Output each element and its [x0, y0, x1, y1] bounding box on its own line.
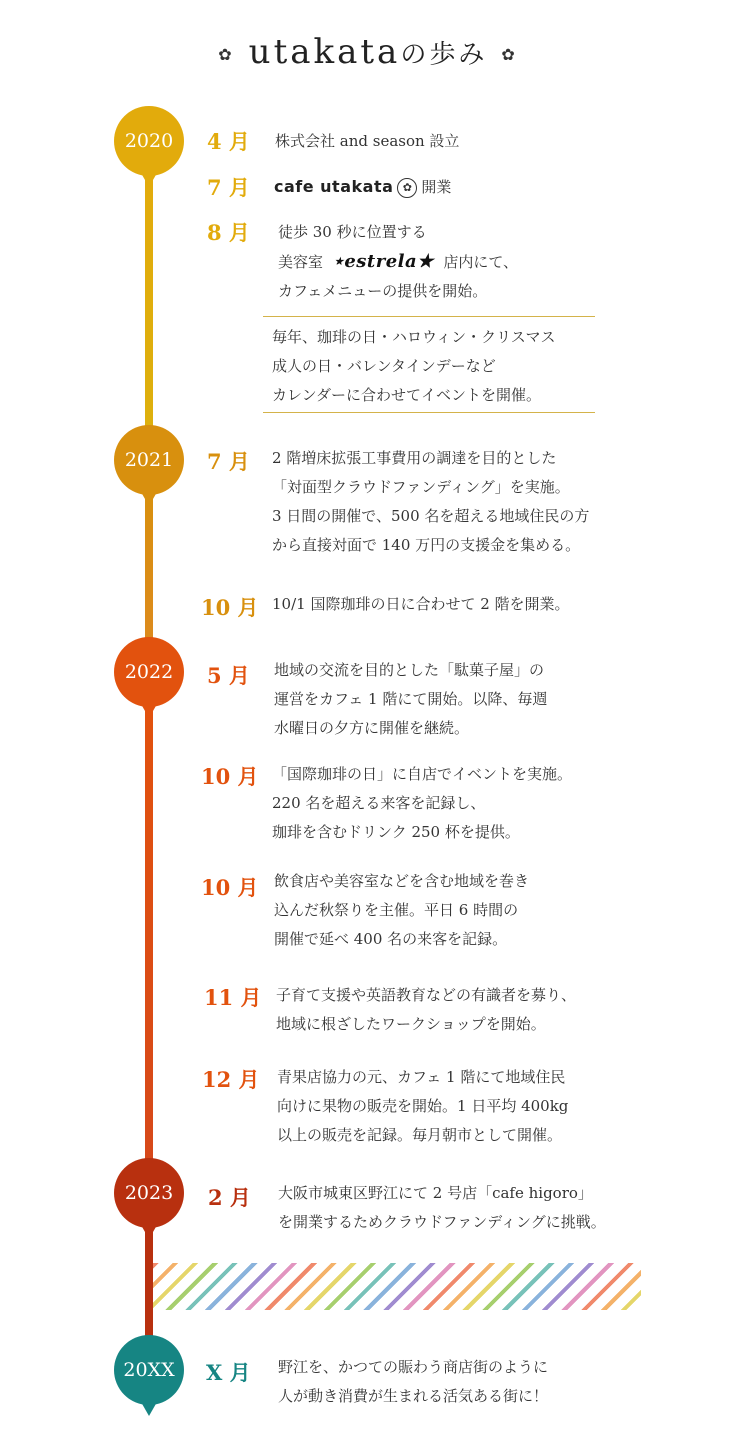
event-line: 向けに果物の販売を開始。1 日平均 400kg: [277, 1097, 569, 1115]
event-text: [278, 1353, 548, 1411]
event-text: 10/1 国際珈琲の日に合わせて 2 階を開業。: [272, 595, 570, 613]
estrela-logo: ⋆estrela★: [332, 251, 434, 272]
title-jp: の歩み: [400, 40, 488, 70]
timeline-line-2023: [145, 1220, 153, 1350]
month-label: 2 月: [208, 1185, 251, 1210]
event-text: 株式会社 and season 設立: [275, 132, 460, 150]
month-label: 5 月: [207, 663, 250, 688]
event-text: [274, 656, 547, 743]
event-line: 大阪市城東区野江にて 2 号店「cafe higoro」: [278, 1184, 593, 1202]
event-line: 開催で延べ 400 名の来客を記録。: [274, 930, 508, 948]
event-line: カフェメニューの提供を開始。: [278, 282, 488, 300]
event-line: 野江を、かつての賑わう商店街のように: [278, 1358, 549, 1376]
event-line: 2 階増床拡張工事費用の調達を目的とした: [272, 449, 557, 467]
month-label: 10 月: [201, 764, 259, 789]
event-line: から直接対面で 140 万円の支援金を集める。: [272, 536, 581, 554]
timeline-line-2022: [145, 700, 153, 1178]
event-text: [274, 172, 451, 202]
cafe-utakata-logo: cafe utakata: [274, 177, 394, 196]
event-line: 青果店協力の元、カフェ 1 階にて地域住民: [277, 1068, 566, 1086]
event-line: 3 日間の開催で、500 名を超える地域住民の方: [272, 507, 590, 525]
event-text: [277, 1063, 568, 1150]
event-line: 飲食店や美容室などを含む地域を巻き: [274, 872, 530, 890]
event-line: 地域の交流を目的とした「駄菓子屋」の: [274, 661, 545, 679]
flower-icon-right: ✿: [501, 44, 518, 64]
event-text: [272, 444, 589, 560]
event-line: 人が動き消費が生まれる活気ある街に！: [278, 1387, 549, 1405]
year-marker-20xx: 20XX: [114, 1335, 184, 1405]
year-marker-2023: 2023: [114, 1158, 184, 1228]
event-line: 「対面型クラウドファンディング」を実施。: [272, 478, 570, 496]
event-line: 運営をカフェ 1 階にて開始。以降、毎週: [274, 690, 548, 708]
event-line: を開業するためクラウドファンディングに挑戦。: [278, 1213, 606, 1231]
event-line: 珈琲を含むドリンク 250 杯を提供。: [272, 823, 520, 841]
month-label: 4 月: [207, 129, 250, 154]
event-line: 毎年、珈琲の日・ハロウィン・クリスマス: [272, 328, 556, 346]
event-line: カレンダーに合わせてイベントを開催。: [272, 386, 542, 404]
month-label: 7 月: [207, 449, 250, 474]
month-label: 8 月: [207, 220, 250, 245]
timeline-line-2021: [145, 490, 153, 650]
event-box-text: [272, 323, 556, 410]
event-text: [274, 867, 529, 954]
timeline-line-2020: [145, 170, 153, 440]
page-title: [0, 32, 736, 72]
event-text: [278, 1179, 606, 1237]
event-text: [278, 218, 518, 306]
event-line: 地域に根ざしたワークショップを開始。: [276, 1015, 546, 1033]
event-line: 以上の販売を記録。毎月朝市として開催。: [277, 1126, 563, 1144]
event-line: 220 名を超える来客を記録し、: [272, 794, 486, 812]
event-line: 子育て支援や英語教育などの有識者を募り、: [276, 986, 577, 1004]
flower-logo-icon: ✿: [397, 178, 417, 198]
divider-bottom: [263, 412, 595, 413]
event-line: 込んだ秋祭りを主催。平日 6 時間の: [274, 901, 519, 919]
event-line: 「国際珈琲の日」に自店でイベントを実施。: [272, 765, 573, 783]
year-marker-2021: 2021: [114, 425, 184, 495]
rainbow-stripes-band: [153, 1263, 641, 1310]
event-text-open: 開業: [421, 178, 452, 196]
month-label: 7 月: [207, 175, 250, 200]
month-label: 12 月: [202, 1067, 260, 1092]
event-text: [272, 760, 572, 847]
month-label: X 月: [206, 1360, 251, 1385]
year-marker-2020: 2020: [114, 106, 184, 176]
event-line-part: 店内にて、: [443, 253, 519, 271]
event-line: 成人の日・バレンタインデーなど: [272, 357, 496, 375]
event-line: 水曜日の夕方に開催を継続。: [274, 719, 470, 737]
month-label: 10 月: [201, 875, 259, 900]
flower-icon-left: ✿: [218, 44, 235, 64]
event-line-part: 美容室: [278, 253, 324, 271]
event-line: 徒歩 30 秒に位置する: [278, 223, 427, 241]
month-label: 10 月: [201, 595, 259, 620]
divider-top: [263, 316, 595, 317]
event-text: [276, 981, 576, 1039]
title-latin: utakata: [248, 32, 401, 72]
event-line: [278, 247, 518, 277]
year-marker-2022: 2022: [114, 637, 184, 707]
month-label: 11 月: [204, 985, 262, 1010]
